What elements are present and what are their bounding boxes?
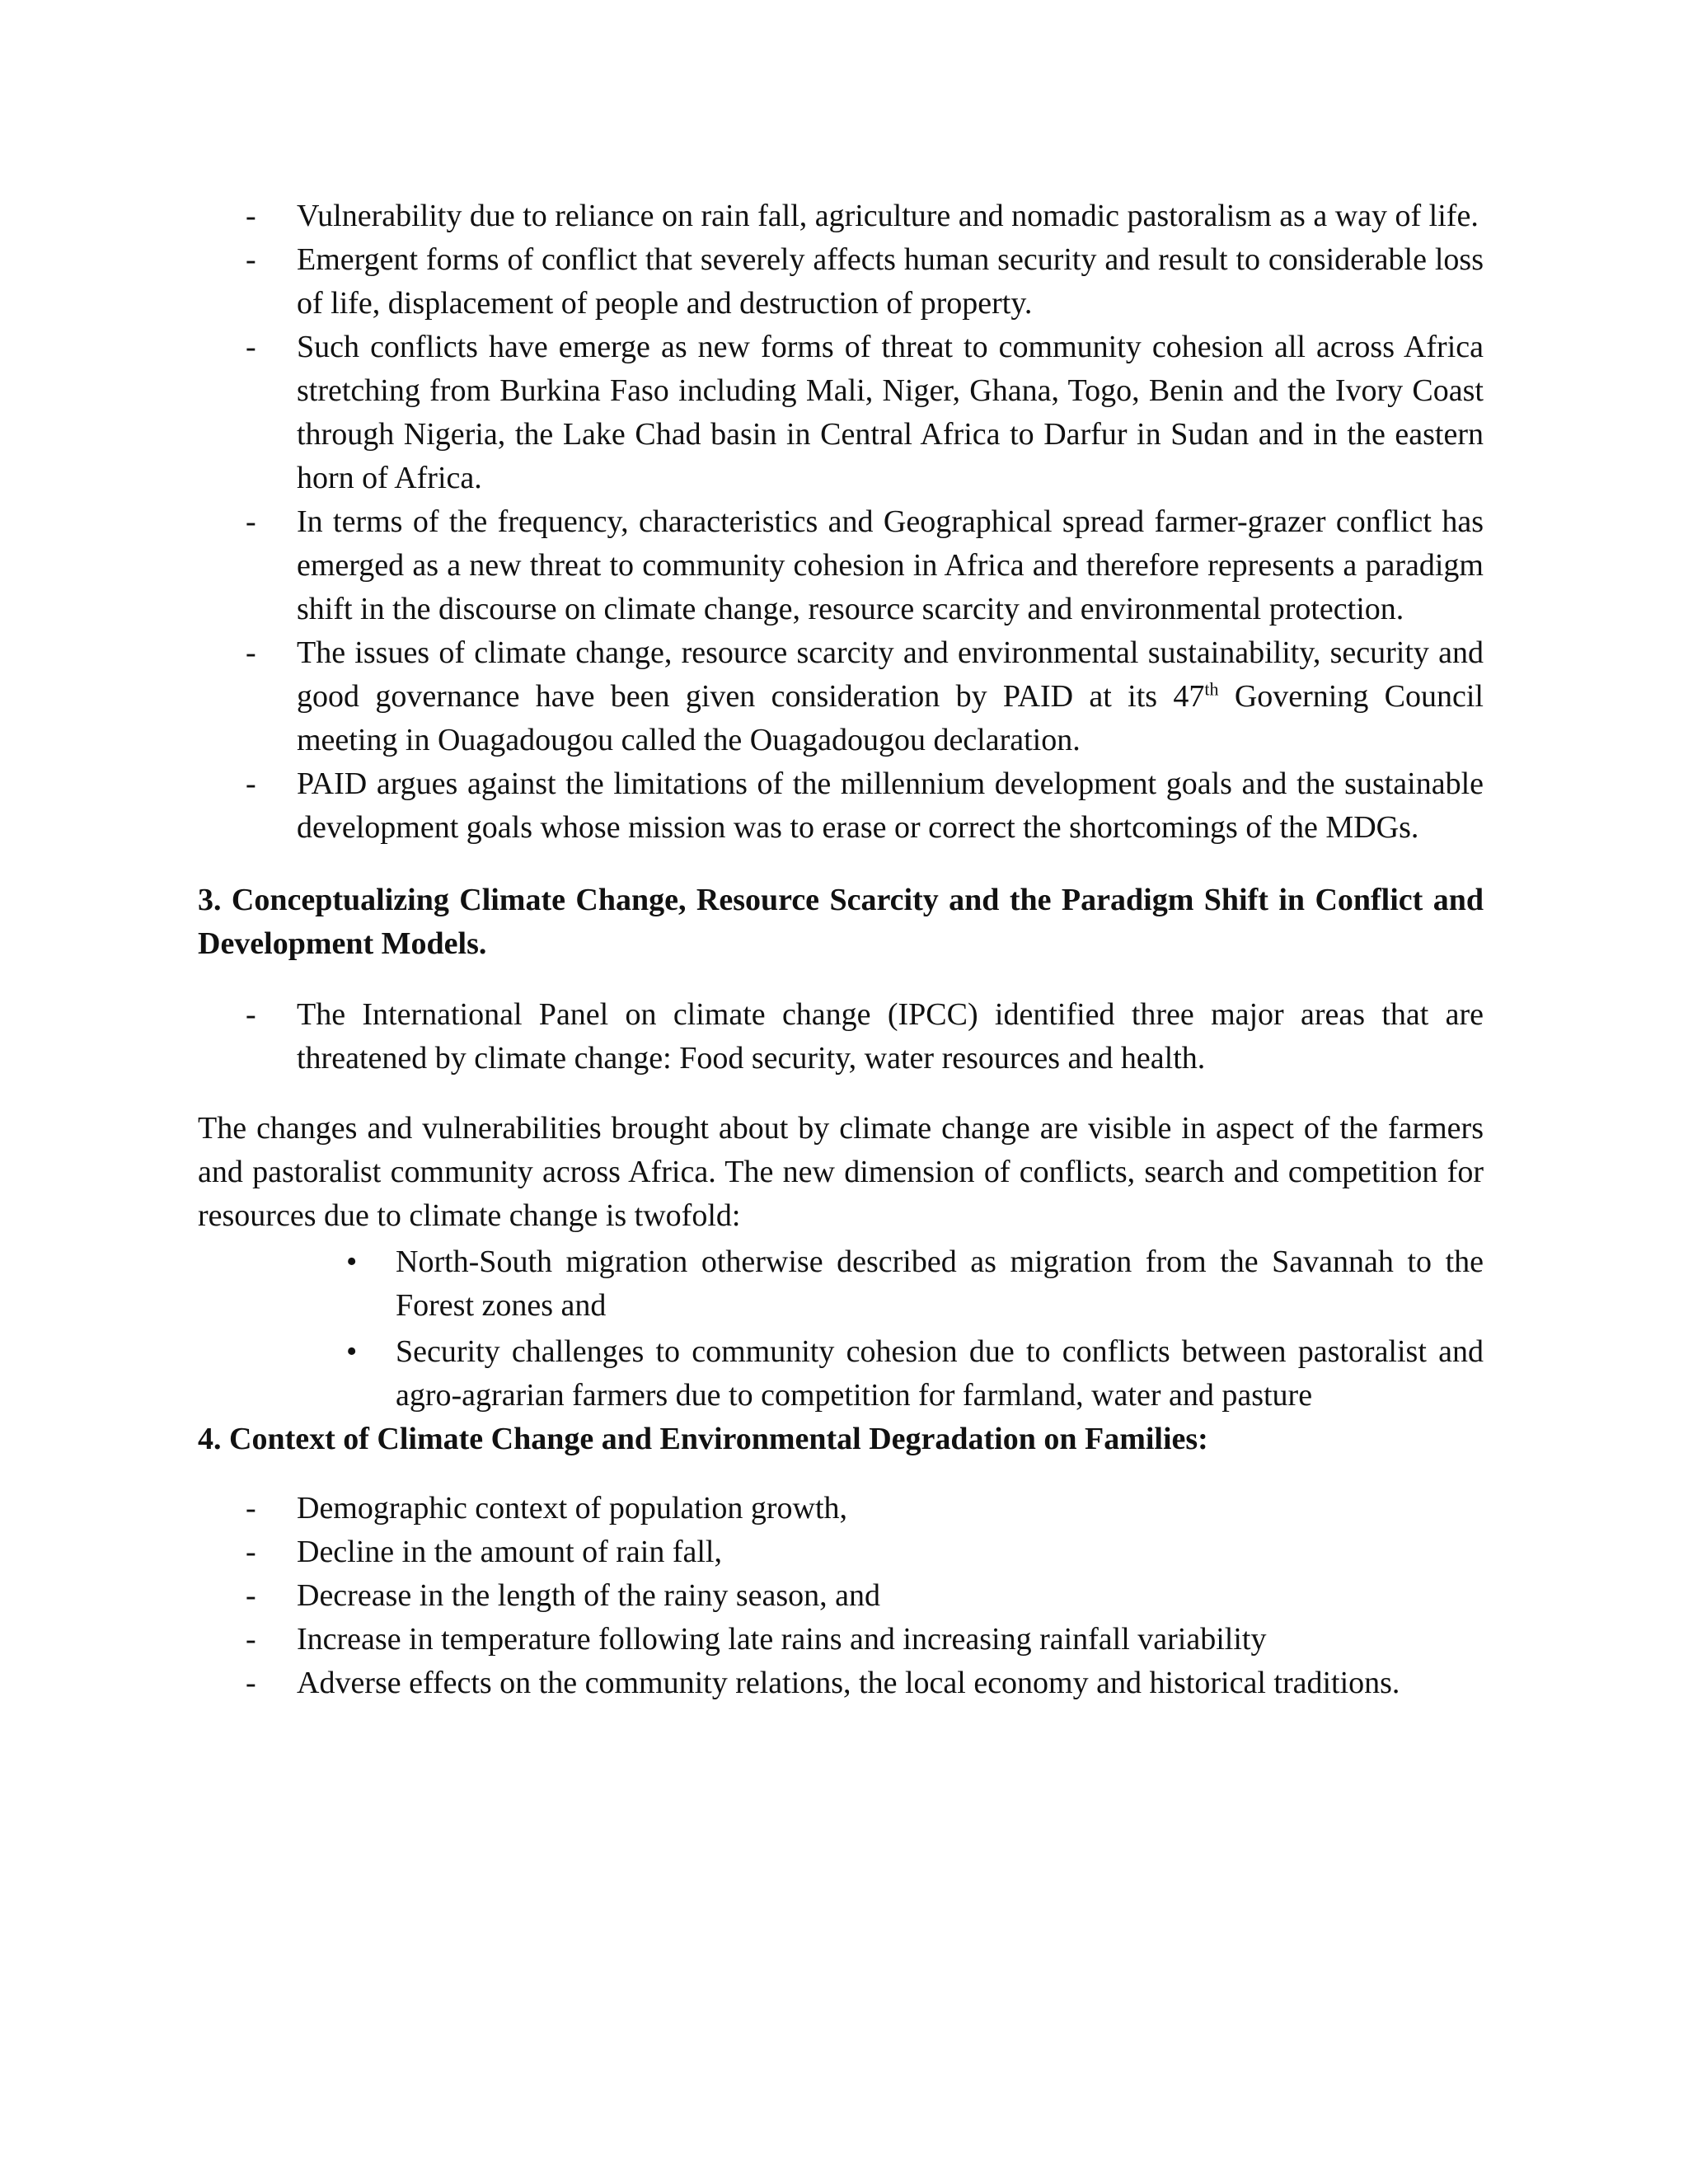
dash-marker: - <box>246 1666 256 1700</box>
document-page <box>198 194 1484 1705</box>
list-item-text: The International Panel on climate change (IPCC) identified three major areas that are threatened by climate change: Food security, water resources and health. <box>297 997 1484 1076</box>
list-item <box>198 1330 1484 1418</box>
list-item-text: In terms of the frequency, characteristics and Geographical spread farmer-grazer conflict has emerged as a new threat to community cohesion in Africa and therefore represents a paradigm shift in the discourse on climate change, resource scarcity and environmental protection. <box>297 504 1484 626</box>
section-4-heading: 4. Context of Climate Change and Environmental Degradation on Families: <box>198 1422 1208 1456</box>
section-3-heading: 3. Conceptualizing Climate Change, Resource Scarcity and the Paradigm Shift in Conflict and Development Models. <box>198 883 1484 961</box>
dash-marker: - <box>246 504 256 539</box>
list-item-text: Increase in temperature following late rains and increasing rainfall variability <box>297 1622 1267 1657</box>
dash-marker: - <box>246 1622 256 1657</box>
list-item <box>198 762 1484 850</box>
list-item <box>198 500 1484 631</box>
dash-marker: - <box>246 199 256 233</box>
dash-marker: - <box>246 330 256 364</box>
list-item <box>198 326 1484 500</box>
list-item <box>198 1574 1484 1618</box>
bullet-marker: • <box>346 1244 358 1279</box>
list-item-text-before: The issues of climate change, resource scarcity and environmental sustainability, security and good governance have been given consideration by PAID at its 47 <box>297 635 1484 714</box>
list-item <box>198 993 1484 1080</box>
dash-marker: - <box>246 1535 256 1569</box>
section-3-list <box>198 993 1484 1080</box>
list-item-text: North-South migration otherwise described as migration from the Savannah to the Forest zones and <box>396 1244 1484 1323</box>
list-item <box>198 238 1484 326</box>
section-4-list <box>198 1487 1484 1705</box>
section-3-bullets <box>198 1240 1484 1418</box>
list-item <box>198 194 1484 238</box>
dash-marker: - <box>246 766 256 801</box>
list-item <box>198 1240 1484 1328</box>
list-item-text: Vulnerability due to reliance on rain fall, agriculture and nomadic pastoralism as a way of life. <box>297 199 1479 233</box>
list-item <box>198 1661 1484 1705</box>
list-item-text: Such conflicts have emerge as new forms of threat to community cohesion all across Africa stretching from Burkina Faso including Mali, Niger, Ghana, Togo, Benin and the Ivory Coast through Nigeria, the Lake Chad basin in Central Africa to Darfur in Sudan and in the eastern horn of Africa. <box>297 330 1484 495</box>
dash-marker: - <box>246 1491 256 1526</box>
list-item-text: Demographic context of population growth, <box>297 1491 848 1526</box>
section-3-paragraph: The changes and vulnerabilities brought about by climate change are visible in aspect of the farmers and pastoralist community across Africa. The new dimension of conflicts, search and competition for resources due to climate change is twofold: <box>198 1111 1484 1233</box>
list-item <box>198 1618 1484 1661</box>
list-item <box>198 1487 1484 1530</box>
list-item-text: Security challenges to community cohesion due to conflicts between pastoralist and agro-agrarian farmers due to competition for farmland, water and pasture <box>396 1334 1484 1413</box>
list-item-text: Emergent forms of conflict that severely affects human security and result to considerable loss of life, displacement of people and destruction of property. <box>297 242 1484 321</box>
dash-marker: - <box>246 242 256 277</box>
list-item-text: PAID argues against the limitations of the millennium development goals and the sustainable development goals whose mission was to erase or correct the shortcomings of the MDGs. <box>297 766 1484 845</box>
list-item-text-after: Governing Council meeting in Ouagadougou called the Ouagadougou declaration. <box>297 679 1484 757</box>
intro-list <box>198 194 1484 850</box>
list-item <box>198 631 1484 762</box>
list-item <box>198 1530 1484 1574</box>
list-item-text: Adverse effects on the community relations, the local economy and historical traditions. <box>297 1666 1400 1700</box>
ordinal-superscript: th <box>1204 678 1219 700</box>
list-item-text: Decline in the amount of rain fall, <box>297 1535 722 1569</box>
dash-marker: - <box>246 1578 256 1613</box>
list-item-text <box>297 635 1484 757</box>
dash-marker: - <box>246 997 256 1032</box>
list-item-text: Decrease in the length of the rainy season, and <box>297 1578 881 1613</box>
bullet-marker: • <box>346 1334 358 1369</box>
dash-marker: - <box>246 635 256 670</box>
